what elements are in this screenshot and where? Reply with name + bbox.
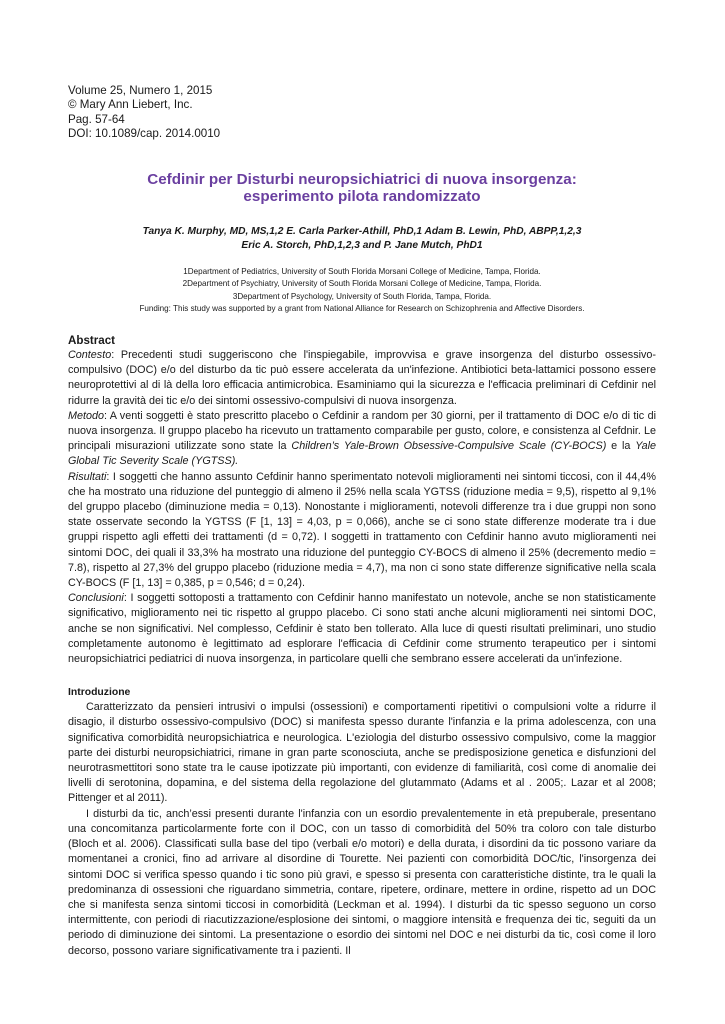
abstract-conclusions	[68, 591, 656, 667]
context-label: Contesto	[68, 349, 112, 361]
abstract-heading: Abstract	[68, 334, 116, 347]
authors-line-1: Tanya K. Murphy, MD, MS,1,2 E. Carla Parker-Athill, PhD,1 Adam B. Lewin, PhD, ABPP,1,2,3	[142, 225, 582, 237]
results-label: Risultati	[68, 470, 107, 483]
paper-page	[68, 84, 656, 959]
volume-line: Volume 25, Numero 1, 2015	[68, 84, 213, 97]
abstract-context	[68, 348, 656, 409]
doi-line: DOI: 10.1089/cap. 2014.0010	[68, 127, 221, 141]
title-line-2: esperimento pilota randomizzato	[243, 187, 481, 205]
introduction-heading: Introduzione	[68, 687, 131, 699]
conclusions-label: Conclusioni	[68, 592, 124, 605]
affiliations	[68, 266, 656, 316]
introduction-paragraph-1: Caratterizzato da pensieri intrusivi o impulsi (ossessioni) e comportamenti ripetitivi o compulsioni volte a ridurre il disagio, il disturbo ossessivo-compulsivo (DOC) si manifesta spesso durante l'infanzia e la prima adolescenza, con una significativa comorbidità neuropsichiatrica e neurologica. L'eziologia del disturbo ossessivo compulsivo, come la maggior parte dei disturbi neuropsichiatrici, rimane in gran parte sconosciuta, anche se predisposizione genetica e disfunzioni del neurotrasmettitori sono state tra le cause ipotizzate più importanti, con evidenze di familiarità, così come di anomalie dei livelli di serotonina, dopamina, e del sistema della regolazione del glutammato (Adams et al . 2005;. Lazar et al 2008; Pittenger et al 2011).	[68, 701, 656, 805]
affiliation-1: 1Department of Pediatrics, University of South Florida Morsani College of Medicine, Tampa, Florida.	[183, 266, 541, 276]
title-line-1: Cefdinir per Disturbi neuropsichiatrici di nuova insorgenza:	[147, 170, 577, 188]
funding-note: Funding: This study was supported by a grant from National Alliance for Research on Schizophrenia and Affective Disorders.	[139, 304, 585, 314]
method-label: Metodo	[68, 409, 105, 422]
copyright-line: © Mary Ann Liebert, Inc.	[68, 98, 193, 112]
results-text: : I soggetti che hanno assunto Cefdinir hanno sperimentato notevoli miglioramenti nei sintomi ticcosi, con il 44,4% che ha mostrato una riduzione del punteggio di almeno il 25% nella scala YGTSS (riduzione media = 9,5), rispetto al 9,1% del gruppo placebo (diminuzione media = 0,13). Nonostante i miglioramenti, notevoli differenze tra i due gruppi non sono state osservate secondo la YGTSS (F [1, 13] = 4,03, p = 0,066), anche se ci sono state differenze moderate tra i due gruppi rispetto agli effetti dei trattamenti (d = 0,72). I soggetti in trattamento con Cefdinir hanno avuto miglioramenti nei sintomi DOC, dei quali il 33,3% ha mostrato una riduzione del punteggio CY-BOCS di almeno il 25% (decremento medio = 7.8), rispetto al 27,3% del gruppo placebo (riduzione media = 4,7), ma non ci sono state differenze significative nella scala CY-BOCS (F [1, 13] = 0,385, p = 0,546; d = 0,24).	[68, 470, 656, 590]
method-mid: e la	[606, 440, 636, 453]
affiliation-2: 2Department of Psychiatry, University of South Florida Morsani College of Medicine, Tampa, Florida.	[182, 279, 542, 289]
introduction-paragraph-2: I disturbi da tic, anch’essi presenti durante l'infanzia con un esordio prevalentemente in età prepuberale, presentano una concomitanza particolarmente forte con il DOC, con un tasso di comorbidità del 50% tra coloro con tale disturbo (Bloch et al. 2006). Classificati sulla base del tipo (verbali e/o motori) e della durata, i disordini da tic possono variare da momentanei a cronici, fino ad arrivare al disordine di Tourette. Nei pazienti con comorbidità DOC/tic, l'insorgenza dei sintomi DOC si verifica spesso quando i tic sono più gravi, e spesso si presenta con caratteristiche distinte, tra le quali la predominanza di ossessioni che riguardano simmetria, contare, ripetere, ordinare, mettere in ordine, rispetto ad un DOC che si manifesta senza sintomi ticcosi in comorbidità (Leckman et al. 1994). I disturbi da tic spesso seguono un corso intermittente, con periodi di riacutizzazione/esplosione dei sintomi, o maggiore intensità e frequenza dei tic, seguiti da un periodo di diminuzione dei sintomi. La presentazione o esordio dei sintomi nel DOC e nei disturbi da tic, così come il loro decorso, possono variare significativamente tra i pazienti. Il	[68, 807, 656, 957]
author-list	[68, 225, 656, 253]
method-scale-cybocs: Children’s Yale-Brown Obsessive-Compulsive Scale (CY-BOCS)	[291, 440, 607, 453]
abstract-method	[68, 409, 656, 470]
authors-line-2: Eric A. Storch, PhD,1,2,3 and P. Jane Mutch, PhD1	[241, 239, 483, 251]
method-scale-ygtss: Yale Global Tic Severity Scale (YGTSS).	[68, 440, 657, 468]
paper-title	[68, 171, 656, 205]
conclusions-text: : I soggetti sottoposti a trattamento con Cefdinir hanno manifestato un notevole, anche se non statisticamente significativo, miglioramento nei tic rispetto al gruppo placebo. Ci sono stati anche alcuni miglioramenti nei sintomi DOC, anche se non significativi. Nel complesso, Cefdinir è stato ben tollerato. Alla luce di questi risultati preliminari, uno studio completamente autonomo è legittimato ad esplorare l'efficacia di Cefdinir come strumento terapeutico per i sintomi neuropsichiatrici pediatrici di nuova insorgenza, in particolare quelli che sembrano essere accelerati da un'infezione.	[68, 592, 656, 666]
pages-line: Pag. 57-64	[68, 112, 125, 126]
affiliation-3: 3Department of Psychology, University of South Florida, Tampa, Florida.	[232, 291, 492, 301]
method-text: : A venti soggetti è stato prescritto placebo o Cefdinir a random per 30 giorni, per il trattamento di DOC e/o di tic di nuova insorgenza. Il gruppo placebo ha ricevuto un trattamento comparabile per gusto, colore, e consistenza al Cefdnir. Le principali misurazioni utilizzate sono state la	[68, 409, 656, 453]
publication-info	[68, 84, 656, 142]
abstract-results	[68, 470, 656, 592]
context-text: : Precedenti studi suggeriscono che l'inspiegabile, improvvisa e grave insorgenza del disturbo ossessivo-compulsivo (DOC) e/o del disturbo da tic può essere accelerata da un'infezione. Antibiotici beta-lattamici possono essere neuroprotettivi al di là della loro efficacia antimicrobica. Esaminiamo qui la sicurezza e l'efficacia preliminari di Cefdinir nel ridurre la gravità dei tic e/o dei sintomi ossessivo-compulsivi di nuova insorgenza.	[68, 349, 656, 407]
